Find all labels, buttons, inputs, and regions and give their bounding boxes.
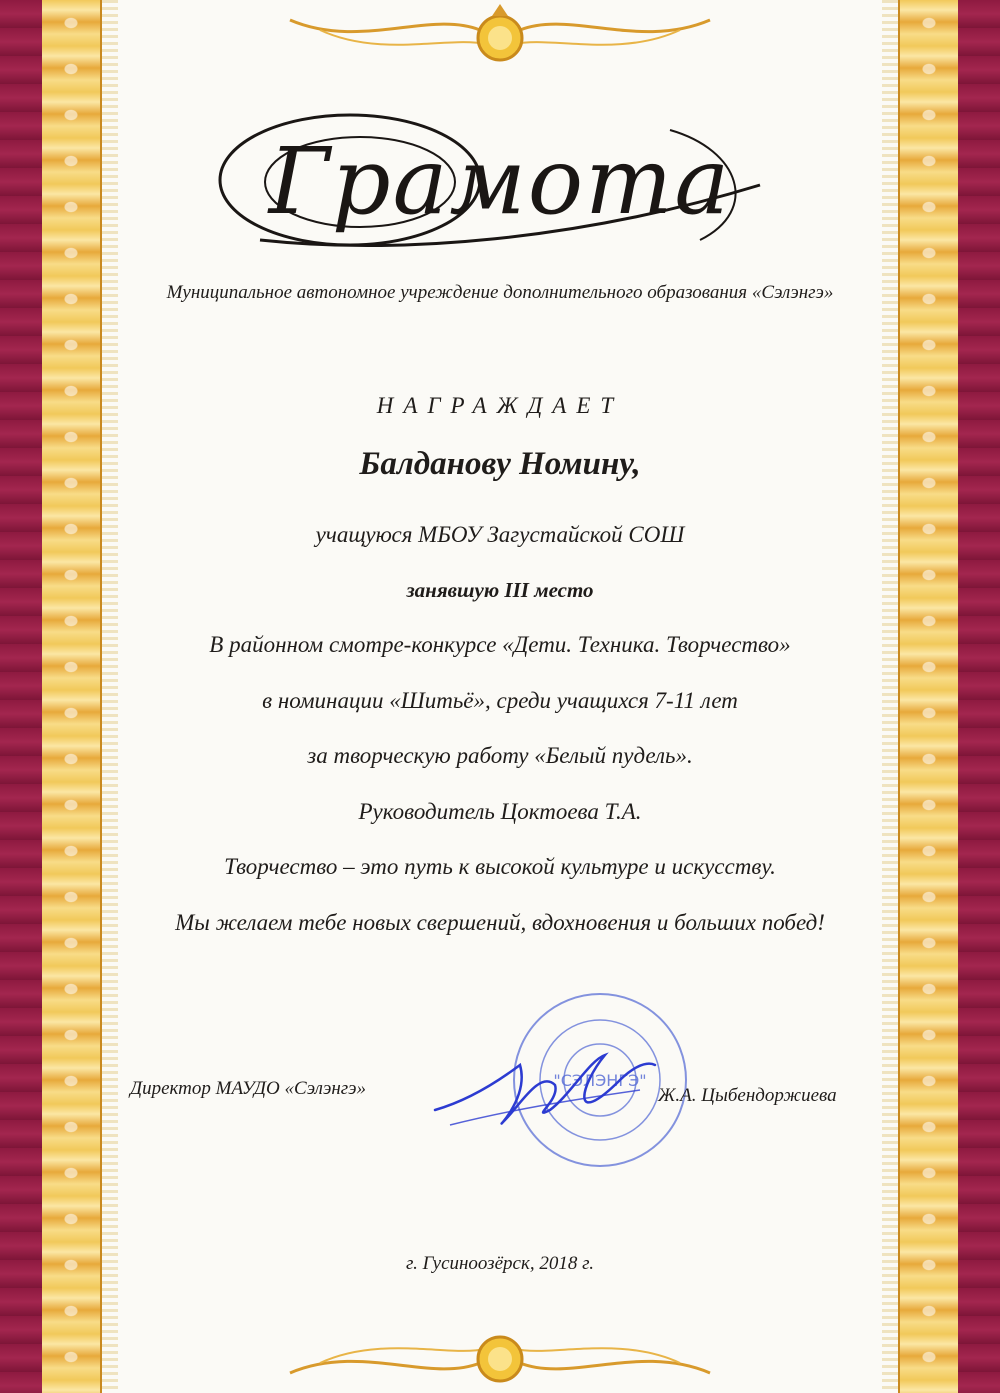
left-gold-border [42, 0, 102, 1393]
bottom-ornament-icon [280, 1323, 720, 1393]
certificate-title: Грамота [268, 128, 732, 235]
director-title: Директор МАУДО «Сэлэнгэ» [130, 1078, 367, 1099]
svg-text:"СЭЛЭНГЭ": "СЭЛЭНГЭ" [553, 1071, 647, 1090]
nomination-line: в номинации «Шитьё», среди учащихся 7-11 лет [262, 688, 738, 713]
left-crimson-border [0, 0, 42, 1393]
director-name: Ж.А. Цыбендоржиева [658, 1085, 837, 1106]
recipient-name: Балданову Номину, [359, 446, 641, 482]
title-block [200, 90, 800, 270]
city-year: г. Гусиноозёрск, 2018 г. [405, 1253, 595, 1274]
organization-line: Муниципальное автономное учреждение дополнительного образования «Сэлэнгэ» [166, 282, 834, 303]
signature-icon [430, 1040, 660, 1150]
wish-line: Мы желаем тебе новых свершений, вдохновения и больших побед! [175, 910, 825, 935]
awards-heading: НАГРАЖДАЕТ [376, 393, 624, 418]
student-of-line: учащуюся МБОУ Загустайской СОШ [315, 522, 685, 547]
work-line: за творческую работу «Белый пудель». [307, 743, 693, 768]
right-gold-border [898, 0, 958, 1393]
top-ornament-icon [280, 0, 720, 70]
contest-line: В районном смотре-конкурсе «Дети. Техника. Творчество» [209, 632, 791, 657]
motto-line: Творчество – это путь к высокой культуре и искусству. [224, 854, 776, 879]
leader-line: Руководитель Цоктоева Т.А. [358, 799, 642, 824]
right-crimson-border [958, 0, 1000, 1393]
place-line: занявшую III место [406, 578, 594, 602]
